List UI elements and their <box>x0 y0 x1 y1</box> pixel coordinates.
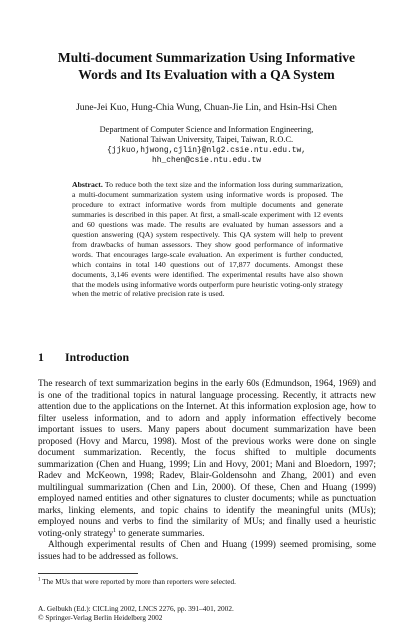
affiliation-block <box>40 125 373 166</box>
section-body <box>38 379 376 563</box>
affiliation-emails-line-1: {jjkuo,hjwong,cjlin}@nlg2.csie.ntu.edu.tw, <box>107 145 306 155</box>
section-heading <box>38 350 378 364</box>
footnote-divider <box>38 573 138 574</box>
paragraph-1-tail: to generate summaries. <box>116 528 205 539</box>
paragraph-1-text: The research of text summarization begins in the early 60s (Edmundson, 1964, 1969) and is one of the traditional topics in natural language processing. Recently, it attracts new attention due to the applications on the Internet. At this information explosion age, how to filter useless information, and to adorn and apply information effectively become important issues to users. Many papers about document summarization have been proposed (Hovy and Marcu, 1998). Most of the previous works were done on single document summarization. Recently, the focus shifted to multiple documents summarization (Chen and Huang, 1999; Lin and Hovy, 2001; Mani and Bloedorn, 1997; Radev and McKeown, 1998; Radev, Blair-Goldensohn and Zhang, 2001) and even multilingual summarization (Chen and Lin, 2000). Of these, Chen and Huang (1999) employed named entities and other signatures to cluster documents; while as punctuation marks, linking elements, and topic chains to identify the meaningful units (MUs); employed nouns and verbs to find the similarity of MUs; and finally used a heuristic voting-only strategy <box>38 379 376 539</box>
author-list: June-Jei Kuo, Hung-Chia Wung, Chuan-Jie Lin, and Hsin-Hsi Chen <box>76 102 337 113</box>
abstract-text: To reduce both the text size and the information loss during summarization, a multi-document summarization system using informative words is proposed. The procedure to extract informative words from multiple documents and generate summaries is described in this paper. At first, a small-scale experiment with 12 events and 60 questions was made. The results are evaluated by human assessors and a question answering (QA) system respectively. This QA system will help to prevent from drawbacks of human assessors. They show good performance of informative words. That encourages large-scale evaluation. An experiment is further conducted, which contains in total 140 questions out of 17,877 documents. Amongst these documents, 3,146 events were identified. The experimental results have also shown that the models using informative words outperform pure heuristic voting-only strategy when the metric of relative precision rate is used. <box>72 180 343 299</box>
footnote <box>38 577 376 586</box>
body-paragraph-2: Although experimental results of Chen and Huang (1999) seemed promising, some issues had to be addressed as follows. <box>38 540 376 562</box>
abstract-label: Abstract. <box>72 180 103 189</box>
section-number: 1 <box>38 350 44 364</box>
footnote-text: The MUs that were reported by more than reporters were selected. <box>40 577 236 586</box>
footnote-mark: 1 <box>38 577 41 583</box>
abstract <box>72 180 343 299</box>
publication-footer <box>38 604 376 623</box>
copyright-line: © Springer-Verlag Berlin Heidelberg 2002 <box>38 613 163 623</box>
footnote-reference: 1 <box>113 527 117 534</box>
section-title: Introduction <box>65 350 130 364</box>
paper-title: Multi-document Summarization Using Informative Words and Its Evaluation with a QA System <box>57 50 356 82</box>
affiliation-emails-line-2: hh_chen@csie.ntu.edu.tw <box>152 155 261 165</box>
body-paragraph-1 <box>38 379 376 540</box>
affiliation-department: Department of Computer Science and Information Engineering, <box>99 125 314 134</box>
affiliation-university: National Taiwan University, Taipei, Taiwan, R.O.C. <box>119 135 294 145</box>
citation-line: A. Gelbukh (Ed.): CICLing 2002, LNCS 2276, pp. 391–401, 2002. <box>38 604 234 613</box>
